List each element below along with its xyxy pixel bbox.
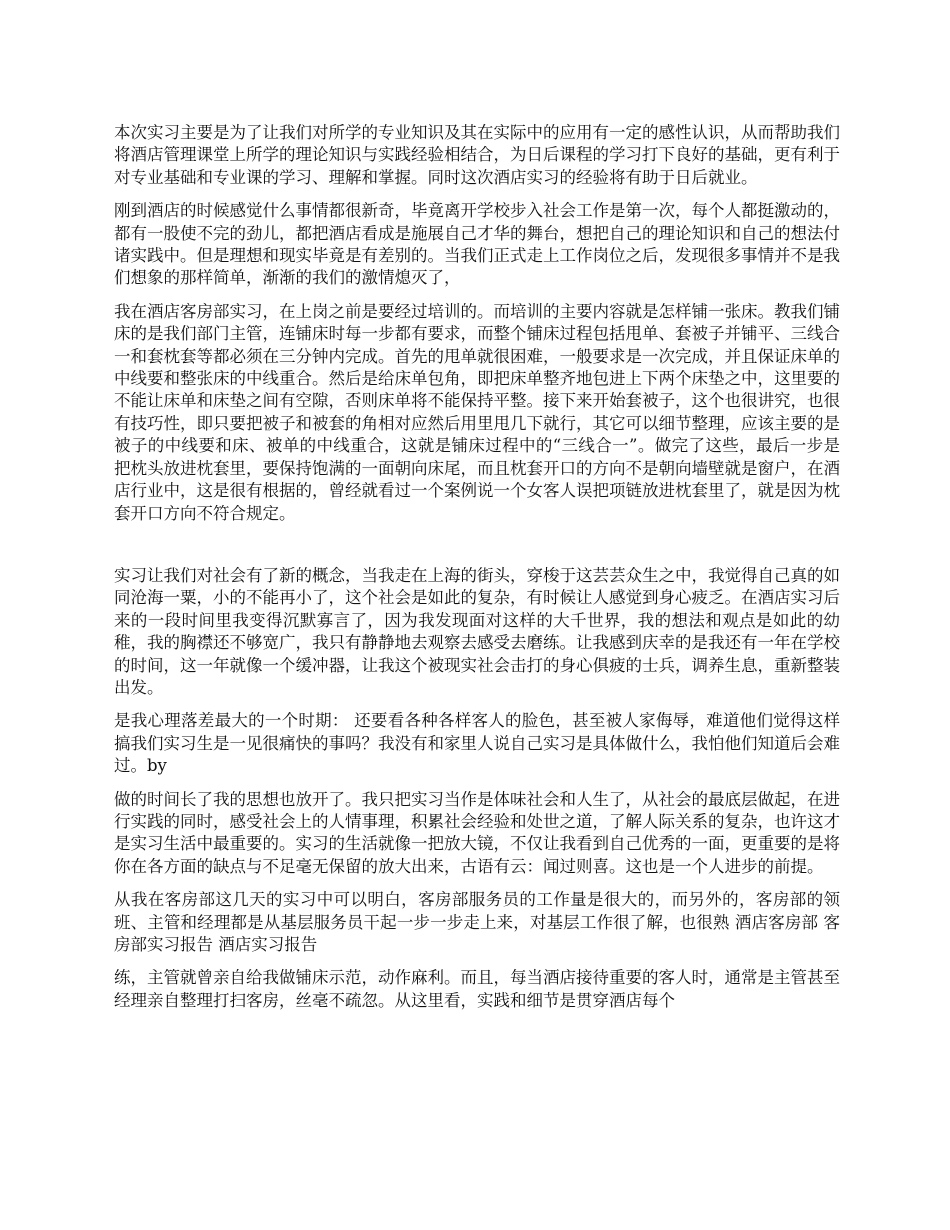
paragraph-supervisor-example: 练，主管就曾亲自给我做铺床示范，动作麻利。而且，每当酒店接待重要的客人时，通常是主管甚至经理亲自整理打扫客房，丝毫不疏忽。从这里看，实践和细节是贯穿酒店每个 — [114, 968, 840, 1010]
paragraph-bed-making-training: 我在酒店客房部实习，在上岗之前是要经过培训的。而培训的主要内容就是怎样铺一张床。教我们铺床的是我们部门主管，连铺床时每一步都有要求，而整个铺床过程包括甩单、套被子并铺平、三线合一和套枕套等都必须在三分钟内完成。首先的甩单就很困难，一般要求是一次完成，并且保证床单的中线要和整张床的中线重合。然后是给床单包角，即把床单整齐地包进上下两个床垫之中，这里要的不能让床单和床垫之间有空隙，否则床单将不能保持平整。接下来开始套被子，这个也很讲究，也很有技巧性，即只要把被子和被套的角相对应然后用里甩几下就行，其它可以细节整理，应该主要的是被子的中线要和床、被单的中线重合，这就是铺床过程中的“三线合一”。做完了这些，最后一步是把枕头放进枕套里，要保持饱满的一面朝向床尾，而且枕套开口的方向不是朝向墙壁就是窗户，在酒店行业中，这是很有根据的，曾经就看过一个案例说一个女客人误把项链放进枕套里了，就是因为枕套开口方向不符合规定。 — [114, 301, 840, 523]
paragraph-society-reflection: 实习让我们对社会有了新的概念，当我走在上海的街头，穿梭于这芸芸众生之中，我觉得自己真的如同沧海一粟，小的不能再小了，这个社会是如此的复杂，有时候让人感觉到身心疲乏。在酒店实习后来的一段时间里我变得沉默寡言了，因为我发现面对这样的大千世界，我的想法和观点是如此的幼稚，我的胸襟还不够宽广，我只有静静地去观察去感受去磨练。让我感到庆幸的是我还有一年在学校的时间，这一年就像一个缓冲器，让我这个被现实社会击打的身心俱疲的士兵，调养生息，重新整装出发。 — [114, 565, 840, 697]
section-spacer — [114, 536, 840, 565]
paragraph-mindset-change: 做的时间长了我的思想也放开了。我只把实习当作是体味社会和人生了，从社会的最底层做起，在进行实践的同时，感受社会上的人情事理，积累社会经验和处世之道，了解人际关系的复杂，也许这才是实习生活中最重要的。实习的生活就像一把放大镜，不仅让我看到自己优秀的一面，更重要的是将你在各方面的缺点与不足毫无保留的放大出来，古语有云：闻过则喜。这也是一个人进步的前提。 — [114, 789, 840, 876]
paragraph-housekeeping-workload: 从我在客房部这几天的实习中可以明白，客房部服务员的工作量是很大的，而另外的，客房部的领班、主管和经理都是从基层服务员干起一步一步走上来，对基层工作很了解，也很熟 酒店客房部 客房部实习报告 酒店实习报告 — [114, 890, 840, 954]
paragraph-psychological-gap: 是我心理落差最大的一个时期： 还要看各种各样客人的脸色，甚至被人家侮辱，难道他们觉得这样搞我们实习生是一见很痛快的事吗？我没有和家里人说自己实习是具体做什么，我怕他们知道后会难过。by — [114, 711, 840, 776]
paragraph-first-impressions: 刚到酒店的时候感觉什么事情都很新奇，毕竟离开学校步入社会工作是第一次，每个人都挺激动的，都有一股使不完的劲儿，都把酒店看成是施展自己才华的舞台，想把自己的理论知识和自己的想法付诸实践中。但是理想和现实毕竟是有差别的。当我们正式走上工作岗位之后，发现很多事情并不是我们想象的那样简单，渐渐的我们的激情熄灭了， — [114, 201, 840, 288]
paragraph-internship-purpose: 本次实习主要是为了让我们对所学的专业知识及其在实际中的应用有一定的感性认识，从而帮助我们将酒店管理课堂上所学的理论知识与实践经验相结合，为日后课程的学习打下良好的基础，更有利于对专业基础和专业课的学习、理解和掌握。同时这次酒店实习的经验将有助于日后就业。 — [114, 123, 840, 187]
document-body — [114, 122, 840, 1023]
